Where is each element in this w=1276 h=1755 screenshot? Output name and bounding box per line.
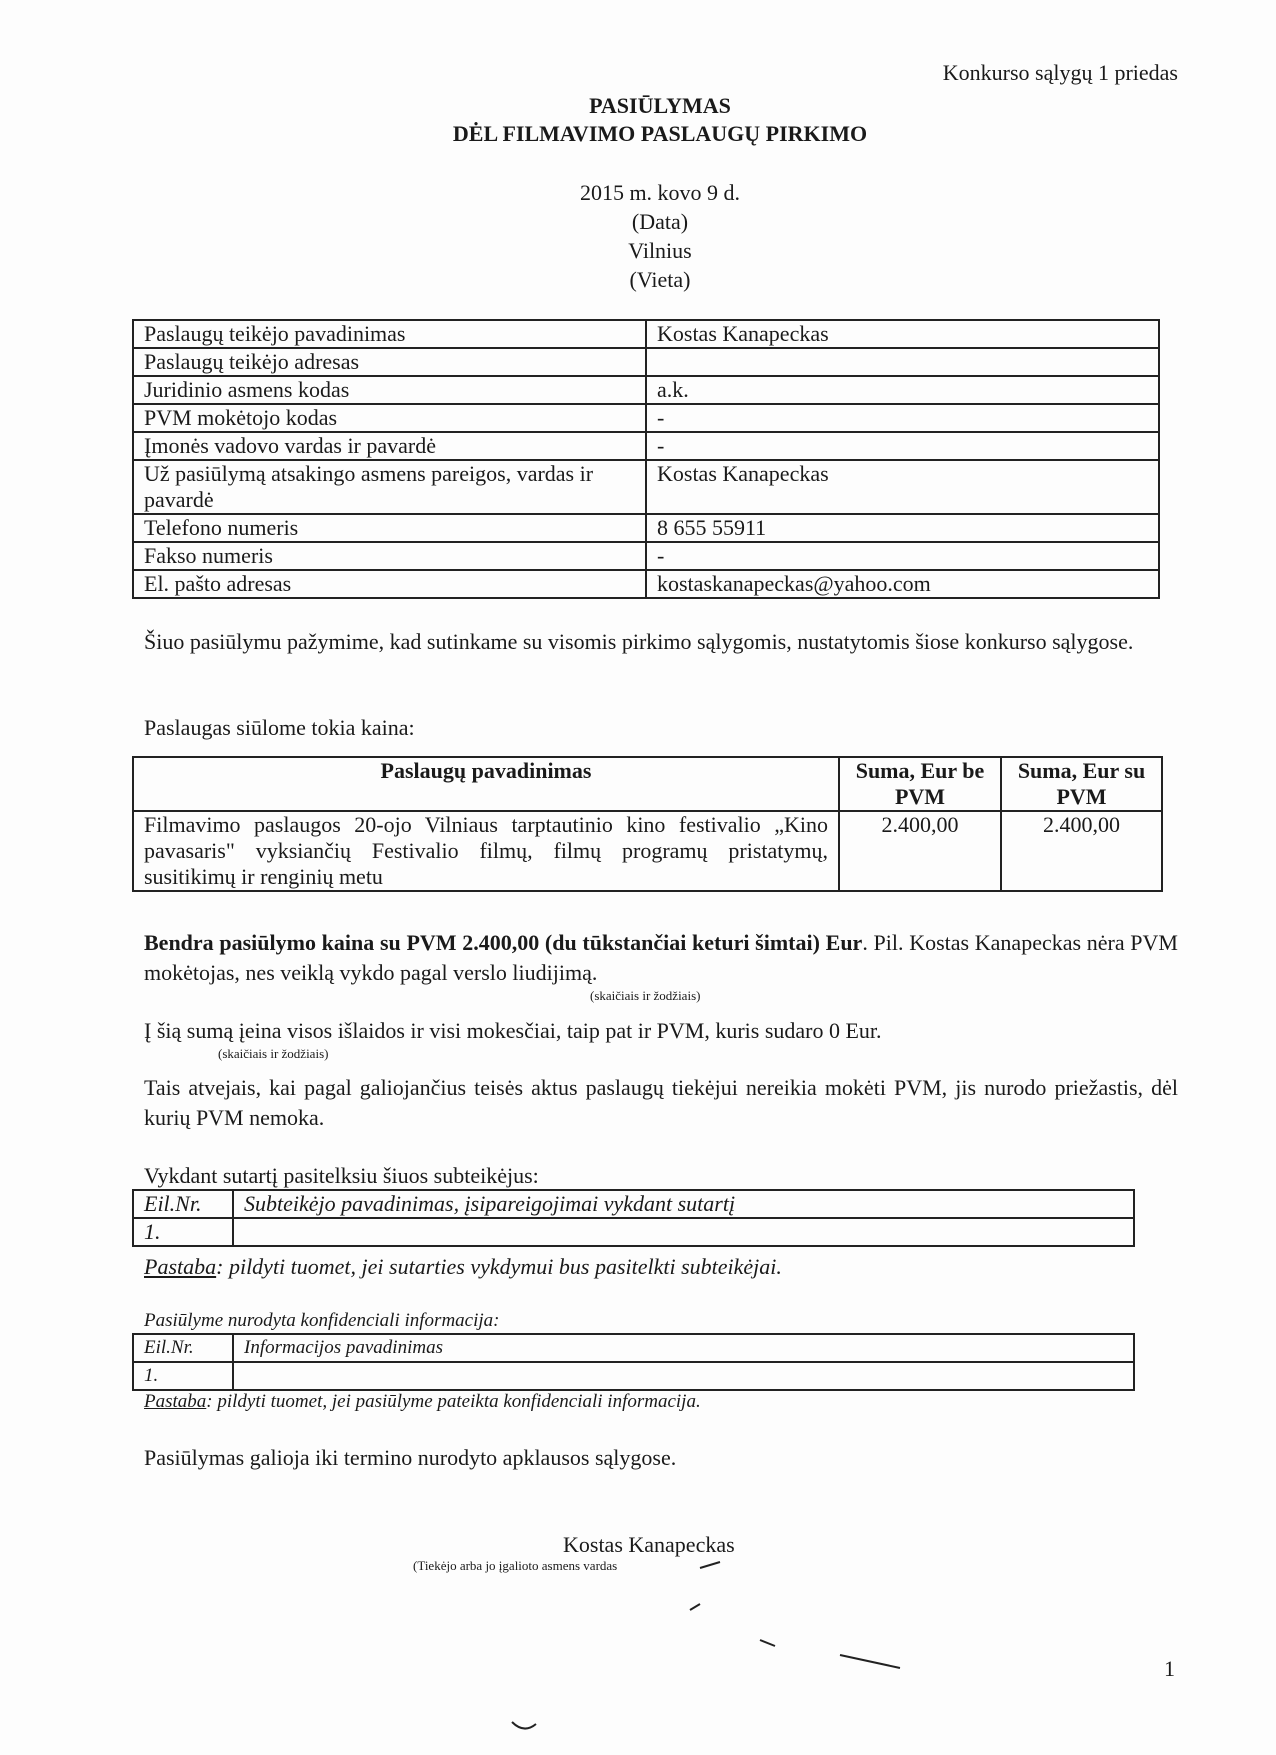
table-row [133, 542, 1159, 570]
field-label: PVM mokėtojo kodas [133, 404, 646, 432]
field-value: Kostas Kanapeckas [646, 460, 1159, 514]
table-row [133, 404, 1159, 432]
hint-numbers-words: (skaičiais ir žodžiais) [590, 988, 701, 1003]
agreement-text: Šiuo pasiūlymu pažymime, kad sutinkame su visomis pirkimo sąlygomis, nustatytomis šiose konkurso sąlygose. [144, 629, 1134, 654]
table-row [133, 1218, 1134, 1246]
page-title [0, 92, 1276, 148]
table-row [133, 514, 1159, 542]
row-info-name [233, 1362, 1134, 1390]
header-subcontractor: Subteikėjo pavadinimas, įsipareigojimai vykdant sutartį [233, 1190, 1134, 1218]
subcontractors-intro: Vykdant sutartį pasitelksiu šiuos subteikėjus: [144, 1163, 539, 1188]
price-table-header [133, 757, 1162, 811]
note-label: Pastaba [144, 1254, 217, 1279]
table-row [133, 432, 1159, 460]
scan-mark [510, 1720, 540, 1734]
field-value: 8 655 55911 [646, 514, 1159, 542]
header-no: Eil.Nr. [133, 1334, 233, 1362]
row-no: 1. [133, 1218, 233, 1246]
place-label: (Vieta) [629, 267, 691, 292]
signature-strokes [640, 1540, 940, 1680]
annex-label: Konkurso sąlygų 1 priedas [942, 60, 1178, 85]
field-label: Telefono numeris [133, 514, 646, 542]
confidential-note [144, 1391, 701, 1413]
table-row [133, 570, 1159, 598]
total-price-rest: . Pil. Kostas Kanapeckas nėra PVM mokėtojas, nes veiklą vykdo pagal verslo liudijimą. [144, 930, 1178, 985]
title-line-2: DĖL FILMAVIMO PASLAUGŲ PIRKIMO [452, 121, 868, 146]
service-name: Filmavimo paslaugos 20-ojo Vilniaus tarptautinio kino festivalio „Kino pavasaris" vyksiančių Festivalio filmų, filmų programų pristatymų, susitikimų ir renginių metu [133, 811, 839, 891]
table-row [133, 460, 1159, 514]
header-service-name: Paslaugų pavadinimas [133, 757, 839, 811]
field-value: - [646, 542, 1159, 570]
total-price-bold: Bendra pasiūlymo kaina su PVM 2.400,00 (du tūkstančiai keturi šimtai) Eur [144, 930, 863, 955]
field-value: - [646, 404, 1159, 432]
field-label: Įmonės vadovo vardas ir pavardė [133, 432, 646, 460]
header-sum-without-vat: Suma, Eur be PVM [839, 757, 1001, 811]
date-place-block [0, 178, 1276, 294]
subcontractors-header [133, 1190, 1134, 1218]
confidential-header [133, 1334, 1134, 1362]
title-line-1: PASIŪLYMAS [589, 93, 731, 118]
subcontractors-table [132, 1189, 1135, 1247]
row-subcontractor [233, 1218, 1134, 1246]
field-value: - [646, 432, 1159, 460]
field-label: Juridinio asmens kodas [133, 376, 646, 404]
place: Vilnius [628, 238, 692, 263]
header-no: Eil.Nr. [133, 1190, 233, 1218]
sum-without-vat: 2.400,00 [839, 811, 1001, 891]
field-value [646, 348, 1159, 376]
price-table [132, 756, 1163, 892]
subcontractors-note [144, 1254, 782, 1280]
table-row [133, 811, 1162, 891]
row-no: 1. [133, 1362, 233, 1390]
hint-numbers-words-2: (skaičiais ir žodžiais) [218, 1046, 329, 1061]
field-label: Paslaugų teikėjo pavadinimas [133, 320, 646, 348]
confidential-intro: Pasiūlyme nurodyta konfidenciali informacija: [144, 1310, 500, 1331]
signer-name: Kostas Kanapeckas [563, 1532, 735, 1557]
no-vat-text: Tais atvejais, kai pagal galiojančius teisės aktus paslaugų tiekėjui nereikia mokėti PVM, jis nurodo priežastis, dėl kurių PVM nemoka. [144, 1075, 1178, 1130]
field-value: kostaskanapeckas@yahoo.com [646, 570, 1159, 598]
field-label: Paslaugų teikėjo adresas [133, 348, 646, 376]
note-label: Pastaba [144, 1391, 207, 1412]
total-price-text [144, 928, 1178, 988]
supplier-info-table [132, 319, 1160, 599]
header-sum-with-vat: Suma, Eur su PVM [1001, 757, 1162, 811]
header-info-name: Informacijos pavadinimas [233, 1334, 1134, 1362]
field-label: El. pašto adresas [133, 570, 646, 598]
date-label: (Data) [631, 209, 689, 234]
field-label: Fakso numeris [133, 542, 646, 570]
sum-with-vat: 2.400,00 [1001, 811, 1162, 891]
date: 2015 m. kovo 9 d. [579, 180, 741, 205]
signer-label: (Tiekėjo arba jo įgalioto asmens vardas [413, 1558, 618, 1573]
page-number: 1 [1164, 1656, 1175, 1681]
table-row [133, 320, 1159, 348]
field-value: Kostas Kanapeckas [646, 320, 1159, 348]
vat-text: Į šią sumą įeina visos išlaidos ir visi mokesčiai, taip pat ir PVM, kuris sudaro 0 Eur. [144, 1018, 882, 1043]
table-row [133, 348, 1159, 376]
field-value: a.k. [646, 376, 1159, 404]
table-row [133, 376, 1159, 404]
note-text: : pildyti tuomet, jei pasiūlyme pateikta konfidenciali informacija. [206, 1391, 701, 1412]
price-intro: Paslaugas siūlome tokia kaina: [144, 715, 415, 740]
table-row [133, 1362, 1134, 1390]
note-text: : pildyti tuomet, jei sutarties vykdymui bus pasitelkti subteikėjai. [216, 1254, 782, 1279]
confidential-table [132, 1333, 1135, 1391]
field-label: Už pasiūlymą atsakingo asmens pareigos, vardas ir pavardė [133, 460, 646, 514]
validity-text: Pasiūlymas galioja iki termino nurodyto apklausos sąlygose. [144, 1445, 677, 1470]
